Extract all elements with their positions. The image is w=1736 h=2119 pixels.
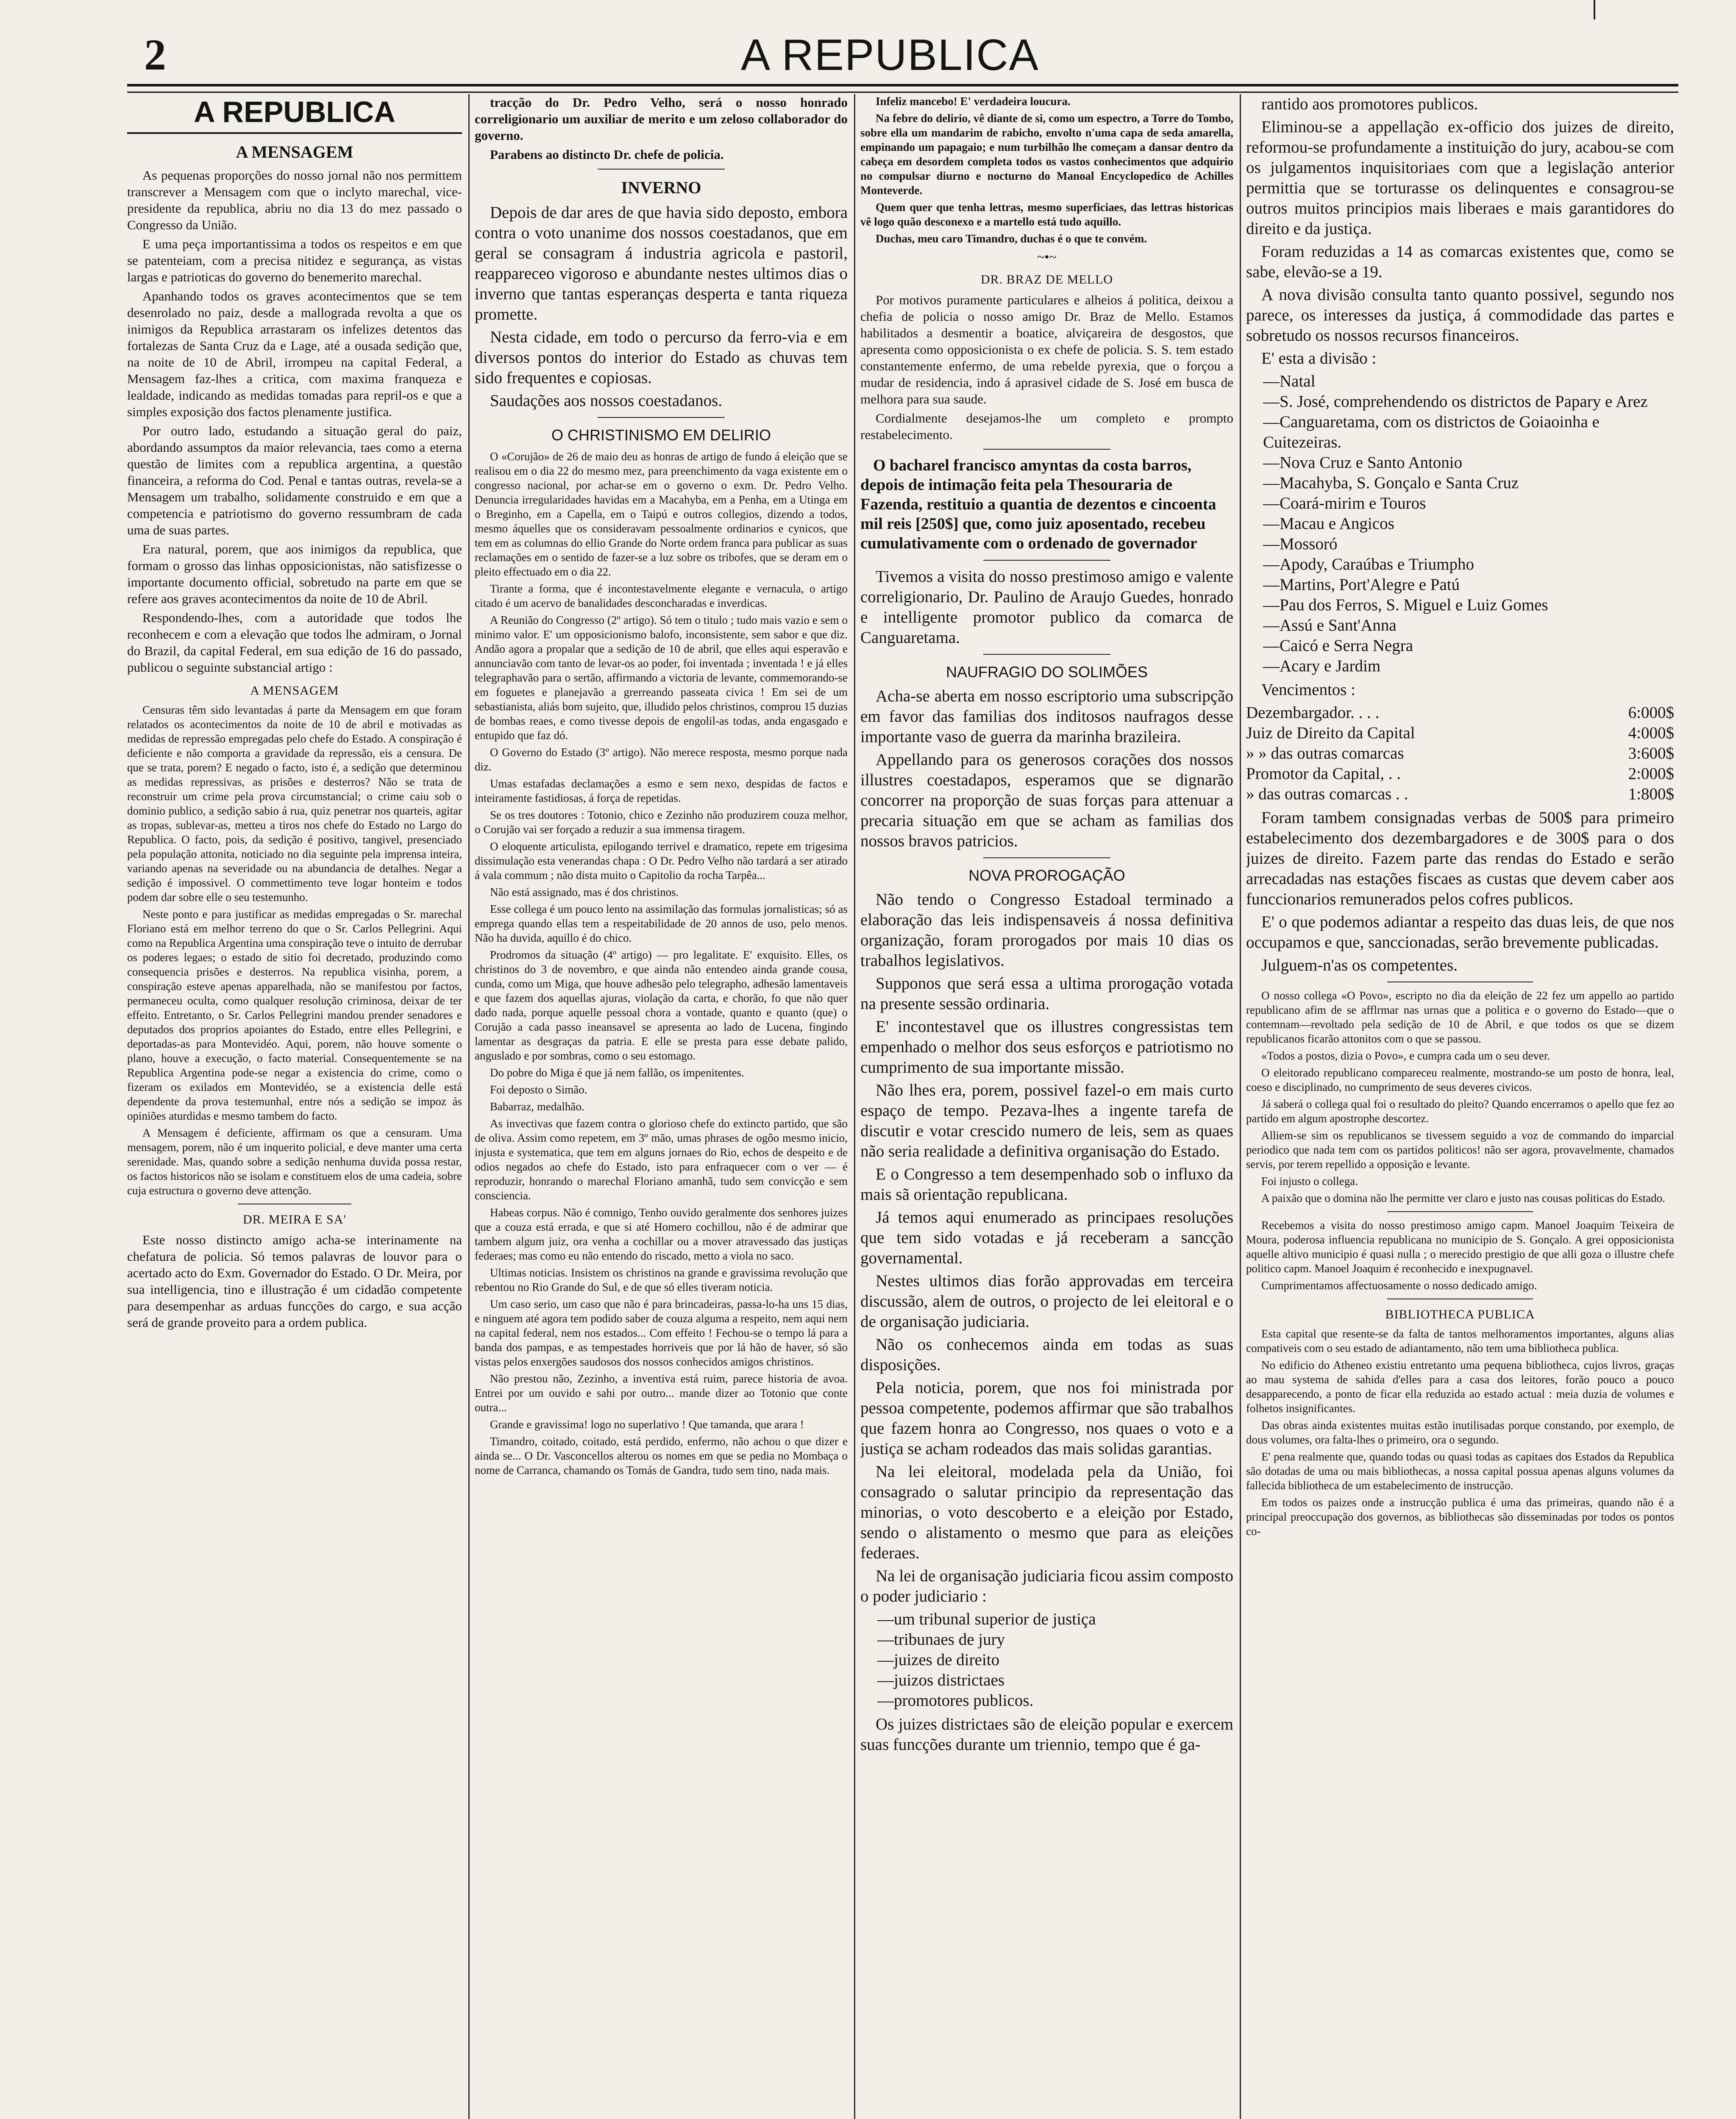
- paragraph: rantido aos promotores publicos.: [1261, 95, 1478, 113]
- paragraph: As pequenas proporções do nosso jornal não nos permittem transcrever a Mensagem com que o inclyto marechal, vice-presidente da republica, abriu no dia 13 do mez passado o Congresso da União.: [127, 168, 462, 232]
- column-4: [1246, 94, 1674, 2119]
- paragraph: Nesta cidade, em todo o percurso da ferro-via e em diversos pontos do interior do Estado as chuvas tem sido frequentes e copiosas.: [475, 328, 848, 387]
- paragraph: Acha-se aberta em nosso escriptorio uma subscripção em favor das familias dos inditosos naufragos desse importante vaso de guerra da marinha brazileira.: [860, 687, 1233, 746]
- paragraph: E' pena realmente que, quando todas ou quasi todas as capitaes dos Estados da Republica são dotadas de uma ou mais bibliothecas, a nossa capital possua apenas alguns volumes da fallecida bibliotheca de um estabelecimento de instrucção.: [1246, 1450, 1674, 1492]
- salary-value: 6:000$: [1628, 704, 1674, 722]
- article-christinismo: [475, 449, 848, 1477]
- paragraph: Grande e gravissima! logo no superlativo ! Que tamanda, que arara !: [490, 1418, 804, 1431]
- paragraph: Das obras ainda existentes muitas estão inutilisadas porque constando, por exemplo, de dous volumes, ora falta-lhes o primeiro, ora o segundo.: [1246, 1419, 1674, 1446]
- section-divider: [983, 560, 1110, 561]
- article-prorogacao-tail: Os juizes districtaes são de eleição popular e exercem suas funcções durante um triennio, tempo que é ga-: [860, 1715, 1233, 1754]
- paragraph: O Governo do Estado (3º artigo). Não merece resposta, mesmo porque nada diz.: [475, 746, 848, 773]
- paragraph: Se os tres doutores : Totonio, chico e Zezinho não produzirem couza melhor, o Corujão vai ser forçado a reduzir a sua immensa tiragem.: [475, 809, 848, 836]
- salaries-table: [1246, 703, 1674, 804]
- paragraph: Eliminou-se a appellação ex-officio dos juizes de direito, reformou-se profundamente a instituição do jury, acabou-se com os julgamentos inquisitoriaes com que a legislação anterior permittia que se torturasse os delinquentes e consagrou-se outros muitos principios mais liberaes e mais garantidores do direito e da justiça.: [1246, 118, 1674, 238]
- paragraph: Saudações aos nossos coestadanos.: [490, 392, 723, 410]
- comarca-item: —Caicó e Serra Negra: [1263, 637, 1413, 655]
- section-divider: [598, 417, 724, 418]
- paragraph: Foram tambem consignadas verbas de 500$ para primeiro estabelecimento dos dezembargadores e de 300$ para o dos juizes de direito. Fazem parte das rendas do Estado e serão arrecadadas nas estações fiscaes as custas que devem caber aos funccionarios remunerados pelos cofres publicos.: [1246, 809, 1674, 908]
- paragraph: Julguem-n'as os competentes.: [1261, 956, 1458, 974]
- paragraph: Timandro, coitado, coitado, está perdido, enfermo, não achou o que dizer e ainda se... O Dr. Vasconcellos alterou os nomes em que se pedia no Mombaça o nome de Carranca, chamando os Tomás de Gandra, tudo sem tino, nada mais.: [475, 1435, 848, 1477]
- paragraph: E' o que podemos adiantar a respeito das duas leis, de que nos occupamos e que, sanccionadas, serão brevemente publicadas.: [1246, 913, 1674, 951]
- comarca-item: —Mossoró: [1263, 535, 1338, 553]
- paragraph: Depois de dar ares de que havia sido deposto, embora contra o voto unanime dos nossos coestadanos, que em geral se consagram á industria agricola e pastoril, reappareceo vigoroso e abundante nestes ultimos dias o inverno que tantas esperanças desperta e tanta riqueza promette.: [475, 203, 848, 323]
- paragraph: Já saberá o collega qual foi o resultado do pleito? Quando encerramos o apello que fez ao partido em algum apostrophe descortez.: [1246, 1098, 1674, 1125]
- page-number: 2: [144, 31, 166, 79]
- article-naufragio: [860, 686, 1233, 851]
- paragraph: Não lhes era, porem, possivel fazel-o em mais curto espaço de tempo. Pezava-lhes a ingente tarefa de discutir e votar crescido numero de leis, sem as quaes não seria realidade a definitiva organisação do Estado.: [860, 1081, 1233, 1160]
- comarca-item: —S. José, comprehendendo os districtos de Papary e Arez: [1263, 392, 1648, 411]
- article-title-inverno: INVERNO: [621, 178, 701, 197]
- article-inverno: [475, 203, 848, 411]
- notice-restitution: O bacharel francisco amyntas da costa barros, depois de intimação feita pela Thesouraria de Fazenda, restituio a quantia de dezentos e cincoenta mil reis [250$] que, como juiz aposentado, recebeu cumulativamente com o ordenado de governador: [860, 456, 1216, 552]
- paragraph: Parabens ao distincto Dr. chefe de policia.: [490, 147, 724, 162]
- comarca-item: —Pau dos Ferros, S. Miguel e Luiz Gomes: [1263, 596, 1548, 614]
- paragraph: Ultimas noticias. Insistem os christinos na grande e gravissima revolução que rebentou no Rio Grande do Sul, e de que só elles tiveram noticia.: [475, 1266, 848, 1293]
- paragraph: Esse collega é um pouco lento na assimilação das formulas jornalisticas; só as emprega quando ellas tem a respeitabilidade de 20 annos de uso, pelo menos. Não ha duvida, aquillo é do chico.: [475, 903, 848, 944]
- paragraph: Em todos os paizes onde a instrucção publica é uma das primeiras, quando não é a principal preoccupação dos governos, as bibliothecas são disseminadas por todos os pontos co-: [1246, 1496, 1674, 1538]
- salary-role: Juiz de Direito da Capital: [1246, 724, 1415, 742]
- quoted-article-title: A MENSAGEM: [250, 684, 339, 698]
- salary-row: [1246, 743, 1674, 764]
- article-continuation: [860, 94, 1233, 246]
- article-title-naufragio: NAUFRAGIO DO SOLIMÕES: [946, 663, 1148, 681]
- paragraph: Neste ponto e para justificar as medidas empregadas o Sr. marechal Floriano está em melhor terreno do que o Sr. Carlos Pellegrini. Aqui como na Republica Argentina uma conspiração teve o intuito de derrubar os poderes legaes; o estado de sitio foi decretado, produzindo como consequencia prisões e desterros. Na republica visinha, porem, a conspiração esteve apenas apparelhada, não se manifestou por factos, permaneceu oculta, como qualquer resolução criminosa, deixar de ter effeito. Entretanto, o Sr. Carlos Pellegrini mandou prender senadores e deputados dos proprios apoiantes do Estado, entre elles Pellegrini, e deportadas-as para Montevidéo. Aqui, porem, não houve somente o plano, houve a execução, o facto material. Consequentemente se na Republica Argentina pode-se negar a existencia do crime, como o fizeram os exilados em Montevidéo, se a existencia delle está dependente da prova testemunhal, entre nós a sedição se impoz ás opiniões aturdidas e mesmo tambem do facto.: [127, 908, 462, 1122]
- salary-value: 3:600$: [1628, 744, 1674, 762]
- paragraph: Alliem-se sim os republicanos se tivessem seguido a voz de commando do imparcial periodico que nada tem com os partidos politicos! não ser agora, provavelmente, chamados servis, por terem repellido a opposição e levante.: [1246, 1129, 1674, 1171]
- salary-value: 4:000$: [1628, 724, 1674, 742]
- column-separator: [1240, 94, 1241, 2119]
- salary-row: [1246, 764, 1674, 784]
- paragraph: Não os conhecemos ainda em todas as suas disposições.: [860, 1335, 1233, 1374]
- article-prorogacao: [860, 890, 1233, 1607]
- article-title-braz: DR. BRAZ DE MELLO: [981, 273, 1113, 286]
- paragraph: Supponos que será essa a ultima prorogação votada na presente sessão ordinaria.: [860, 974, 1233, 1013]
- paragraph: Era natural, porem, que aos inimigos da republica, que formam o grosso das linhas opposicionistas, não satisfizesse o importante documento official, sobretudo na parte em que se refere aos graves acontecimentos da noite de 10 de Abril.: [127, 542, 462, 606]
- quoted-article-body: [127, 703, 462, 1198]
- column-separator: [854, 94, 855, 2119]
- comarca-item: —Apody, Caraúbas e Triumpho: [1263, 555, 1474, 573]
- salary-row: [1246, 784, 1674, 804]
- paragraph: Já temos aqui enumerado as principaes resoluções que tem sido votadas e já receberam a sancção governamental.: [860, 1208, 1233, 1267]
- section-divider: [1387, 1211, 1533, 1212]
- comarca-item: —Macahyba, S. Gonçalo e Santa Cruz: [1263, 474, 1519, 492]
- paragraph: Na febre do delirio, vê diante de si, como um espectro, a Torre do Tombo, sobre ella um mandarim de rabicho, envolto n'uma capa de seda amarella, empinando um papagaio; e num turbilhão lhe começam a dansar dentro da cabeça em desordem completa todos os vastos conhecimentos que adquirio no compulsar diurno e nocturno do Manoal Encyclopedico de Achilles Monteverde.: [860, 112, 1233, 197]
- paragraph: E uma peça importantissima a todos os respeitos e em que se patenteiam, com a precisa nitidez e segurança, as vistas largas e patrioticas do governo do benemerito marechal.: [127, 236, 462, 284]
- section-divider: [983, 654, 1110, 655]
- paragraph: Foi deposto o Simão.: [490, 1083, 587, 1096]
- article-visita-moura: [1246, 1218, 1674, 1293]
- paragraph: Por outro lado, estudando a situação geral do paiz, abordando assumptos da maior relevancia, taes como a eterna questão de limites com a republica argentina, a questão financeira, a reforma do Cod. Penal e tantas outras, revela-se a Mensagem um trabalho, solidamente construido e em que a competencia e patriotismo do governo ressumbram de cada uma de suas partes.: [127, 423, 462, 537]
- paragraph: As invectivas que fazem contra o glorioso chefe do extincto partido, que são de oliva. Assim como repetem, em 3º mão, umas phrases de ogôo mesmo inicio, injusta e systematica, que tem em alguns jornaes do Rio, echos de despeito e de odios negados ao chefe do Estado, isto para enfraquecer com o ver — é reproduzir, honrando o marechal Floriano amanhã, tudo sem convicção e sem consciencia.: [475, 1117, 848, 1202]
- paragraph: Quem quer que tenha lettras, mesmo superficiaes, das lettras historicas vê logo quão desconexo e a martello está tudo aquillo.: [860, 201, 1233, 228]
- paragraph: Pela noticia, porem, que nos foi ministrada por pessoa competente, podemos affirmar que são trabalhos que fazem honra ao Congresso, nos quaes o voto e a justiça se acham rodeados das mais solidas garantias.: [860, 1379, 1233, 1458]
- article-judiciario: [1246, 94, 1674, 369]
- article-title-bibliotheca: BIBLIOTHECA PUBLICA: [1385, 1307, 1535, 1321]
- section-divider: [983, 857, 1110, 858]
- article-mensagem: [127, 167, 462, 676]
- paragraph: Não está assignado, mas é dos christinos.: [490, 886, 679, 898]
- paragraph: Este nosso distincto amigo acha-se interinamente na chefatura de policia. Só temos palavras de louvor para o acertado acto do Exm. Governador do Estado. O Dr. Meira, por sua intelligencia, tino e illustração é um cidadão competente para desempenhar as arduas funcções do cargo, e sua acção será de grande proveito para a ordem publica.: [127, 1232, 462, 1330]
- article-braz-closing: Cordialmente desejamos-lhe um completo e prompto restabelecimento.: [860, 411, 1233, 442]
- paragraph: Não prestou não, Zezinho, a inventiva está ruim, parece historia de avoa. Entrei por um ouvido e sahi por outro... mande dizer ao Totonio que conte outra...: [475, 1372, 848, 1414]
- column-2: [475, 94, 848, 2119]
- paragraph: O «Corujão» de 26 de maio deu as honras de artigo de fundo á eleição que se realisou em o dia 22 do mesmo mez, para preenchimento da vaga existente em o congresso nacional, por achar-se em o governo o exm. Dr. Pedro Velho. Denuncia irregularidades havidas em a Macahyba, em a Penha, em a Utinga em o Breginho, em a Capella, em o Taipú e outros collegios, dizendo a todos, mesmo áquelles que os consideravam pessoalmente ordinarios e cynicos, que tem em as columnas do ellio Grande do Norte ordem franca para publicar as suas reclamações em o sentido de fazer-se a luz sobre os tribofes, que se deram em o pleito effectuado em o dia 22.: [475, 450, 848, 578]
- salary-row: [1246, 703, 1674, 723]
- paragraph: Infeliz mancebo! E' verdadeira loucura.: [876, 95, 1071, 108]
- paragraph: tracção do Dr. Pedro Velho, será o nosso honrado correligionario um auxiliar de merito e um zeloso collaborador do governo.: [475, 95, 848, 143]
- paragraph: Apanhando todos os graves acontecimentos que se tem desenrolado no paiz, desde a mallograda revolta a que os inimigos da Republica arrastaram os infelizes detentos das fortalezas de Santa Cruz da e Lage, até a ousada sedição que, na noite de 10 de Abril, irrompeu na capital Federal, a Mensagem faz-lhes a critica, com maxima franqueza e lealdade, indicando as medidas tomadas para repril-os e que a simples exposição dos factos plenamente justifica.: [127, 289, 462, 419]
- article-title-christinismo: O CHRISTINISMO EM DELIRIO: [551, 426, 771, 444]
- notice-visita: Tivemos a visita do nosso prestimoso amigo e valente correligionario, Dr. Paulino de Araujo Guedes, honrado e intelligente promotor publico da comarca de Canguaretama.: [860, 567, 1233, 647]
- column-1: [127, 94, 462, 2119]
- paragraph: A nova divisão consulta tanto quanto possivel, segundo nos parece, os interesses da justiça, á commodidade das partes e sobretudo os nossos recursos financeiros.: [1246, 286, 1674, 345]
- paragraph: E' esta a divisão :: [1261, 349, 1377, 367]
- ornament-divider: ~•~: [1037, 249, 1057, 264]
- comarca-item: —Assú e Sant'Anna: [1263, 616, 1397, 634]
- paragraph: Habeas corpus. Não é comnigo, Tenho ouvido geralmente dos senhores juizes que a couza está errada, e que si até Homero cochillou, não é de admirar que tambem algum juiz, ora venha a cochillar ou a mover atravessado das justiças federaes; mas como eu não entendo do riscado, metto a viola no saco.: [475, 1206, 848, 1262]
- article-title-mensagem: A MENSAGEM: [236, 142, 353, 161]
- salary-value: 2:000$: [1628, 765, 1674, 783]
- paragraph: Um caso serio, um caso que não é para brincadeiras, passa-lo-ha uns 15 dias, e ninguem até agora tem podido saber de couza alguma a respeito, nem aqui nem na capital federal, nem nos estados... Com effeito ! Fechou-se o tempo lá para a banda dos pampas, e as tempestades horriveis que por lá hão de haver, só são vistas pelos enxergões saudosos dos nossos conhecidos amigos christinos.: [475, 1298, 848, 1368]
- paragraph: A Reunião do Congresso (2º artigo). Só tem o titulo ; tudo mais vazio e sem o minimo valor. E' um opposicionismo balofo, inconsistente, sem sabor e que diz. Andão agora a propalar que a sedição de 10 de abril, que elles aqui esperavão e annunciavão com tanto de levar-os ao poder, foi inventada ; inventada ! e já elles telegraphavão para o sertão, affirmando a victoria de levante, commemorando-se em foguetes e planejavão a grerreando passeata civica ! Em sei de um sebastianista, aliás bom sujeito, que, illudido pelos christinos, comprou 15 duzias de bombas reaes, e como tivesse depois de engolil-as todas, anda engasgado e entupido que faz dó.: [475, 614, 848, 742]
- article-continuation: [475, 94, 848, 163]
- salary-role: Promotor da Capital, . .: [1246, 765, 1401, 783]
- newspaper-title: A REPUBLICA: [740, 31, 1040, 80]
- section-divider: [983, 449, 1110, 450]
- comarcas-list: [1246, 371, 1674, 676]
- paragraph: Cumprimentamos affectuosamente o nosso dedicado amigo.: [1261, 1279, 1537, 1292]
- judiciary-list-item: —juizes de direito: [877, 1651, 1000, 1669]
- article-judiciario-tail: [1246, 808, 1674, 976]
- paragraph: Umas estafadas declamações a esmo e sem nexo, despidas de factos e inteiramente fastidiosas, á força de repetidas.: [475, 777, 848, 804]
- paragraph: Não tendo o Congresso Estadoal terminado a elaboração das leis indispensaveis á nossa definitiva organização, foram prorogados por mais 10 dias os trabalhos legislativos.: [860, 890, 1233, 970]
- judiciary-list-item: —promotores publicos.: [877, 1691, 1034, 1710]
- article-bibliotheca: [1246, 1326, 1674, 1538]
- judiciary-list: [860, 1609, 1233, 1711]
- paragraph: Censuras têm sido levantadas á parte da Mensagem em que foram relatados os acontecimentos da noite de 10 de abril e motivadas as medidas de repressão empregadas pelo chefe do Estado. A conspiração é deficiente e não comporta a gravidade da repressão, eis a censura. De que se trata, porem? E negado o facto, isto é, a sedição que determinou as medidas repressivas, as prisões e desterros? Não se trata de reconstruir um crime pela prova circumstancial; o crime caiu sob o dominio publico, a sedição sabio á rua, quiz penetrar nos quarteis, agitar as tropas, sublevar-as, metteu a tiros nos chefe do Estado no Largo do Republica. O facto, pois, da sedição é positivo, tangivel, presenciado pela população attonita, noticiado no dia seguinte pela imprensa inteira, variando apenas na severidade ou na abundancia de detalhes. Negar a sedição é impossivel. O commettimento teve logar honteim e todos podem dar sobre elle o seu testemunho.: [127, 704, 462, 904]
- comarca-item: —Canguaretama, com os districtos de Goiaoinha e Cuitezeiras.: [1263, 413, 1600, 451]
- comarca-item: —Natal: [1263, 372, 1316, 390]
- salary-row: [1246, 723, 1674, 743]
- salary-value: 1:800$: [1628, 785, 1674, 803]
- paragraph: Esta capital que resente-se da falta de tantos melhoramentos importantes, alguns alias compativeis com o seu estado de adiantamento, não tem uma bibliotheca publica.: [1246, 1327, 1674, 1354]
- paragraph: O nosso collega «O Povo», escripto no dia da eleição de 22 fez um appello ao partido republicano afim de se afflrmar nas urnas que a politica e o governo do Estado—que o contemnam—revoltado pela sedição de 10 de Abril, e que todos os que se dizem republicanos ficarão attonitos com o que se passou.: [1246, 989, 1674, 1045]
- paragraph: Prodromos da situação (4º artigo) — pro legalitate. E' exquisito. Elles, os christinos do 3 de novembro, e que ainda não entendeo ainda grande cousa, cunda, como um Miga, que houve adhesão pelo telegrapho, adhesão lamentaveis e que fazem dos aquellas ajuras, violação da carta, e chorão, fo que não quer dado nada, porque aquelle pessoal chora a vontade, quanto e quanto (que) o Corujão a cada passo ineansavel se apresenta ao lado de Lucena, fingindo lamentar as desgraças da patria. E elle se presta para esse debate palido, anguslado e por sombras, como o seu estomago.: [475, 948, 848, 1062]
- page-edge-mark: [1594, 0, 1595, 19]
- salary-role: Dezembargador. . . .: [1246, 704, 1380, 722]
- paragraph: E' incontestavel que os illustres congressistas tem empenhado o melhor dos seus esforços e patriotismo no cumprimento de sua importante missão.: [860, 1018, 1233, 1076]
- paragraph: Na lei de organisação judiciaria ficou assim composto o poder judiciario :: [860, 1567, 1233, 1605]
- paragraph: Recebemos a visita do nosso prestimoso amigo capm. Manoel Joaquim Teixeira de Moura, poderosa influencia republicana no municipio de S. Gonçalo. A grei opposicionista aquelle altivo municipio é quasi nulla ; o merecido prestigio de que alli goza o illustre chefe politico capm. Manoel Joaquim é reconhecido e inexpugnavel.: [1246, 1219, 1674, 1275]
- section-divider: [598, 169, 724, 170]
- judiciary-list-item: —tribunaes de jury: [877, 1630, 1005, 1649]
- comarca-item: —Macau e Angicos: [1263, 514, 1394, 533]
- comarca-item: —Nova Cruz e Santo Antonio: [1263, 453, 1463, 472]
- comarca-item: —Martins, Port'Alegre e Patú: [1263, 576, 1460, 594]
- article-meira: [127, 1232, 462, 1331]
- paragraph: A paixão que o domina não lhe permitte ver claro e justo nas cousas politicas do Estado.: [1261, 1192, 1666, 1204]
- paragraph: Tirante a forma, que é incontestavelmente elegante e vernacula, o artigo citado é um acervo de banalidades desconcharadas e inverdicas.: [475, 582, 848, 609]
- salary-role: » » das outras comarcas: [1246, 744, 1404, 762]
- paragraph: Babarraz, medalhão.: [490, 1100, 584, 1113]
- article-title-meira: DR. MEIRA E SA': [243, 1212, 346, 1226]
- paragraph: Duchas, meu caro Timandro, duchas é o que te convém.: [876, 232, 1147, 245]
- comarca-item: —Acary e Jardim: [1263, 657, 1381, 675]
- comarca-item: —Coará-mirim e Touros: [1263, 494, 1426, 512]
- paragraph: Nestes ultimos dias forão approvadas em terceira discussão, alem de outros, o projecto de lei eleitoral e o de organisação judiciaria.: [860, 1272, 1233, 1331]
- salary-role: » das outras comarcas . .: [1246, 785, 1408, 803]
- masthead: [127, 30, 1636, 81]
- paragraph: Do pobre do Miga é que já nem fallão, os impenitentes.: [490, 1066, 744, 1079]
- paragraph: Respondendo-lhes, com a autoridade que todos lhe reconhecem e com a elevação que todos lhe admiram, o Jornal do Brazil, da capital Federal, em sua edição de 16 do passado, publicou o seguinte substancial artigo :: [127, 610, 462, 675]
- column-3: [860, 94, 1233, 2119]
- masthead-rule: [127, 84, 1678, 93]
- paragraph: «Todos a postos, dizia o Povo», e cumpra cada um o seu dever.: [1261, 1049, 1550, 1062]
- judiciary-list-item: —juizos districtaes: [877, 1671, 1005, 1689]
- paragraph: O eleitorado republicano compareceu realmente, mostrando-se um posto de honra, leal, coeso e disciplinado, no cumprimento de seus deveres civicos.: [1246, 1066, 1674, 1093]
- column-separator: [468, 94, 470, 2119]
- article-braz-body: Por motivos puramente particulares e alheios á politica, deixou a chefia de policia o nosso amigo Dr. Braz de Mello. Estamos habilitados a desmentir a boatice, alviçareira de desgostos, que apresenta como opposicionista o ex chefe de policia. S. S. tem estado constantemente enfermo, de uma rebelde pyrexia, que o forçou a mudar de residencia, indo á aprasivel cidade de S. José em busca de melhora para sua saude.: [860, 292, 1233, 406]
- paragraph: Na lei eleitoral, modelada pela da União, foi consagrado o salutar principio da representação das minorias, o voto descoberto e a eleição por Estado, sendo o alistamento o mesmo que para as eleições federaes.: [860, 1463, 1233, 1562]
- article-povo: [1246, 988, 1674, 1205]
- paragraph: Foi injusto o collega.: [1261, 1175, 1358, 1187]
- vencimentos-label: Vencimentos :: [1261, 681, 1356, 699]
- article-title-prorogacao: NOVA PROROGAÇÃO: [968, 867, 1125, 884]
- paragraph: O eloquente articulista, epilogando terrivel e dramatico, repete em trigesima dissimulação esta venerandas chapa : O Dr. Pedro Velho não tardará a ser atirado á vala commum ; não dista muito o Capitolio da rocha Tarpêa...: [475, 840, 848, 882]
- paragraph: E o Congresso a tem desempenhado sob o influxo da mais sã orientação republicana.: [860, 1165, 1233, 1204]
- paragraph: Appellando para os generosos corações dos nossos illustres coestadapos, esperamos que se dignarão concorrer na proporção de suas forças para attenuar a precaria situação em que se acham as familias dos nossos bravos patricios.: [860, 751, 1233, 850]
- column-header: A REPUBLICA: [127, 94, 462, 134]
- paragraph: A Mensagem é deficiente, affirmam os que a censuram. Uma mensagem, porem, não é um inquerito policial, e deve manter uma certa serenidade. Mas, quando sobre a sedição nenhuma duvida possa restar, os factos historicos não se isolam e constituem elos de uma cadeia, sobre cuja estructura o governo deve attenção.: [127, 1126, 462, 1197]
- judiciary-list-item: —um tribunal superior de justiça: [877, 1610, 1096, 1628]
- paragraph: Foram reduzidas a 14 as comarcas existentes que, como se sabe, elevão-se a 19.: [1246, 242, 1674, 281]
- paragraph: No edificio do Atheneo existiu entretanto uma pequena bibliotheca, cujos livros, graças ao mau systema de sahida d'elles para a casa dos leitores, forão pouco a pouco desapparecendo, a ponto de ficar ella reduzida ao estado actual : meia duzia de volumes e folhetos insignificantes.: [1246, 1359, 1674, 1415]
